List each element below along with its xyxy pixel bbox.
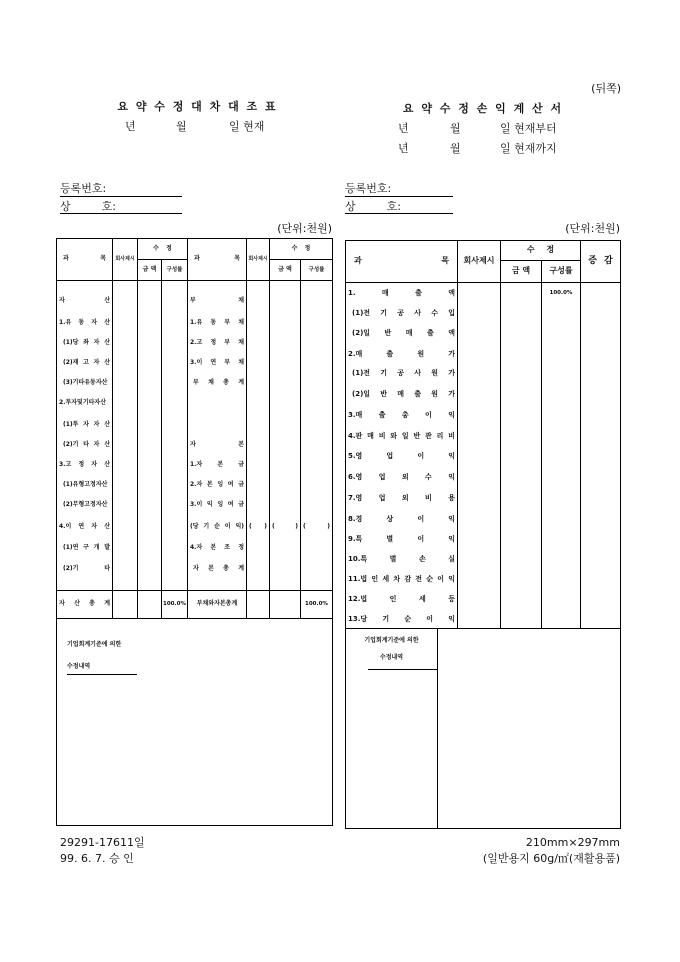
is-date-from-year: 년 xyxy=(398,122,409,135)
paper-size: 210mm×297mm xyxy=(525,836,620,849)
is-note-label-box xyxy=(346,629,438,828)
is-item: 11.법 인 세 차 감 전 순 이 익 xyxy=(348,575,455,583)
bs-asset-item: 자 산 xyxy=(59,297,110,304)
is-item: 10.특 별 손 실 xyxy=(348,555,455,563)
is-note-underline xyxy=(368,669,438,670)
bs-liab-equity-item: 3.이 익 잉 여 금 xyxy=(190,501,244,508)
is-subject-cell xyxy=(346,283,458,629)
bs-liab-equity-item: 3.이 연 부 채 xyxy=(190,359,244,366)
is-sales-ratio: 100.0% xyxy=(549,290,573,296)
bs-liab-subject-header: 과 목 xyxy=(188,239,247,281)
bs-net-income-amount-paren: ( ) xyxy=(272,523,298,530)
bs-liab-equity-item: 부 채 xyxy=(190,297,244,304)
is-note-row xyxy=(346,629,621,829)
bs-liab-equity-item: 2.고 정 부 채 xyxy=(190,339,244,346)
is-item: (2)일 반 매 출 액 xyxy=(352,329,455,337)
income-statement-title: 요 약 수 정 손 익 계 산 서 xyxy=(402,102,564,115)
bs-date-day: 일 현재 xyxy=(229,120,265,133)
is-company-cell xyxy=(458,283,501,629)
bs-liab-equity-item: 1.유 동 부 채 xyxy=(190,319,244,326)
bs-total-assets-amount xyxy=(138,591,162,619)
bs-asset-item: (2)기 타 자 산 xyxy=(63,441,110,448)
bs-liab-equity-item: 자 본 xyxy=(190,441,244,448)
bs-liab-ratio-header: 구성률 xyxy=(301,260,333,281)
bs-asset-item: (3)기타유동자산 xyxy=(63,379,108,386)
balance-sheet-table xyxy=(56,238,333,826)
is-revision-note-box xyxy=(346,629,621,829)
bs-total-row xyxy=(57,591,333,619)
bs-date-year: 년 xyxy=(125,120,136,133)
is-date-to-day: 일 현재까지 xyxy=(500,142,557,155)
bs-assets-subject-cell xyxy=(57,281,113,591)
bs-asset-item: (1)유형고정자산 xyxy=(63,481,108,488)
bs-liab-subject-cell xyxy=(188,281,247,591)
is-trade-name-underline xyxy=(345,213,453,214)
income-statement-table xyxy=(345,240,621,829)
bs-header-row xyxy=(57,239,333,260)
bs-asset-item: (2)기 타 xyxy=(63,565,110,572)
bs-liab-revised-header: 수 정 xyxy=(270,239,333,260)
bs-liab-equity-item: 4.자 본 조 정 xyxy=(190,544,244,551)
is-subject-header: 과 목 xyxy=(346,241,458,283)
bs-total-liab-equity-label: 부채와자본총계 xyxy=(188,591,247,619)
is-item: 3.매 출 총 이 익 xyxy=(348,411,455,419)
bs-net-income-company-paren: ( ) xyxy=(249,523,267,530)
bs-asset-item: 3.고 정 자 산 xyxy=(59,461,110,468)
bs-assets-ratio-cell xyxy=(162,281,188,591)
bs-date-month: 월 xyxy=(176,120,187,133)
bs-liab-equity-item: 부 채 총 계 xyxy=(193,379,244,386)
bs-registration-number-label: 등록번호: xyxy=(60,182,107,195)
is-note-line1: 기업회계기준에 의한 xyxy=(364,637,419,644)
bs-liab-equity-item: (당 기 순 이 익) xyxy=(190,523,244,530)
bs-total-assets-ratio: 100.0% xyxy=(162,591,188,619)
is-change-header: 증 감 xyxy=(581,241,621,283)
is-item: 13.당 기 순 이 익 xyxy=(348,615,455,623)
bs-liab-ratio-cell xyxy=(301,281,333,591)
is-item: 8.경 상 이 익 xyxy=(348,515,455,523)
is-item: 7.영 업 외 비 용 xyxy=(348,494,455,502)
balance-sheet-title: 요 약 수 정 대 차 대 조 표 xyxy=(117,100,278,113)
bs-asset-item: (2)재 고 자 산 xyxy=(63,359,110,366)
bs-note-line2: 수정내역 xyxy=(67,663,91,670)
form-code: 29291-17611일 xyxy=(60,836,145,849)
bs-assets-amount-cell xyxy=(138,281,162,591)
is-item: 6.영 업 외 수 익 xyxy=(348,473,455,481)
bs-assets-revised-header: 수 정 xyxy=(138,239,188,260)
is-amount-cell xyxy=(501,283,542,629)
bs-registration-number-underline xyxy=(60,196,182,197)
is-note-line2: 수정내역 xyxy=(379,654,404,661)
bs-trade-name-label: 상 호: xyxy=(60,200,116,213)
is-item: 4.판 매 비 와 일 반 관 리 비 xyxy=(348,432,455,440)
bs-asset-item: 4.이 연 자 산 xyxy=(59,523,110,530)
bs-total-assets-label: 자 산 총 계 xyxy=(57,591,113,619)
bs-note-row xyxy=(57,619,333,826)
is-change-cell xyxy=(581,283,621,629)
is-date-from-day: 일 현재부터 xyxy=(500,122,557,135)
bs-liab-company-header: 회사제시 xyxy=(247,239,270,281)
bs-asset-item: (1)연 구 개 발 xyxy=(63,544,110,551)
bs-total-liab-equity-ratio: 100.0% xyxy=(301,591,333,619)
bs-liab-company-cell xyxy=(247,281,270,591)
bs-note-line1: 기업회계기준에 의한 xyxy=(67,641,122,648)
bs-total-assets-company xyxy=(113,591,138,619)
bs-assets-company-header: 회사제시 xyxy=(113,239,138,281)
bs-liab-amount-cell xyxy=(270,281,301,591)
approval-date: 99. 6. 7. 승 인 xyxy=(60,852,134,865)
bs-asset-item: (1)투 자 자 산 xyxy=(63,421,110,428)
bs-assets-ratio-header: 구성률 xyxy=(162,260,188,281)
is-ratio-header: 구성률 xyxy=(542,261,581,283)
bs-total-liab-equity-company xyxy=(247,591,270,619)
bs-assets-amount-header: 금 액 xyxy=(138,260,162,281)
is-header-row xyxy=(346,241,621,261)
bs-net-income-ratio-paren: ( ) xyxy=(303,523,330,530)
is-item: 5.영 업 이 익 xyxy=(348,452,455,460)
is-date-from-month: 월 xyxy=(450,122,461,135)
bs-body-row xyxy=(57,281,333,591)
is-item: 1. 매 출 액 xyxy=(348,289,455,297)
is-item: (1)전 기 공 사 수 입 xyxy=(352,309,455,317)
is-trade-name-label: 상 호: xyxy=(345,200,401,213)
bs-unit-label: (단위:천원) xyxy=(277,222,332,235)
is-ratio-cell xyxy=(542,283,581,629)
bs-note-underline xyxy=(67,674,137,675)
is-body-row xyxy=(346,283,621,629)
bs-trade-name-underline xyxy=(60,213,182,214)
bs-revision-note-box xyxy=(57,619,333,826)
is-item: (2)일 반 매 출 원 가 xyxy=(352,390,455,398)
is-item: 9.특 별 이 익 xyxy=(348,535,455,543)
is-registration-number-underline xyxy=(345,196,453,197)
is-registration-number-label: 등록번호: xyxy=(345,182,392,195)
bs-asset-item: (2)무형고정자산 xyxy=(63,501,108,508)
bs-assets-subject-header: 과 목 xyxy=(57,239,113,281)
is-item: 2.매 출 원 가 xyxy=(348,350,455,358)
bs-asset-item: 2.투자및기타자산 xyxy=(59,399,107,406)
page-side-label: (뒤쪽) xyxy=(591,82,621,95)
bs-liab-equity-item: 1.자 본 금 xyxy=(190,461,244,468)
is-company-header: 회사제시 xyxy=(458,241,501,283)
bs-asset-item: 1.유 동 자 산 xyxy=(59,319,110,326)
is-date-to-year: 년 xyxy=(398,142,409,155)
is-revised-header: 수 정 xyxy=(501,241,581,261)
bs-asset-item: (1)당 좌 자 산 xyxy=(63,339,110,346)
paper-type: (일반용지 60g/㎡(재활용품) xyxy=(482,852,620,865)
is-date-to-month: 월 xyxy=(450,142,461,155)
is-unit-label: (단위:천원) xyxy=(565,222,620,235)
is-item: 12.법 인 세 등 xyxy=(348,595,455,603)
bs-liab-amount-header: 금 액 xyxy=(270,260,301,281)
bs-total-liab-equity-amount xyxy=(270,591,301,619)
bs-liab-equity-item: 2.자 본 잉 여 금 xyxy=(190,481,244,488)
is-item: (1)전 기 공 사 원 가 xyxy=(352,369,455,377)
is-amount-header: 금 액 xyxy=(501,261,542,283)
bs-assets-company-cell xyxy=(113,281,138,591)
bs-liab-equity-item: 자 본 총 계 xyxy=(193,565,244,572)
